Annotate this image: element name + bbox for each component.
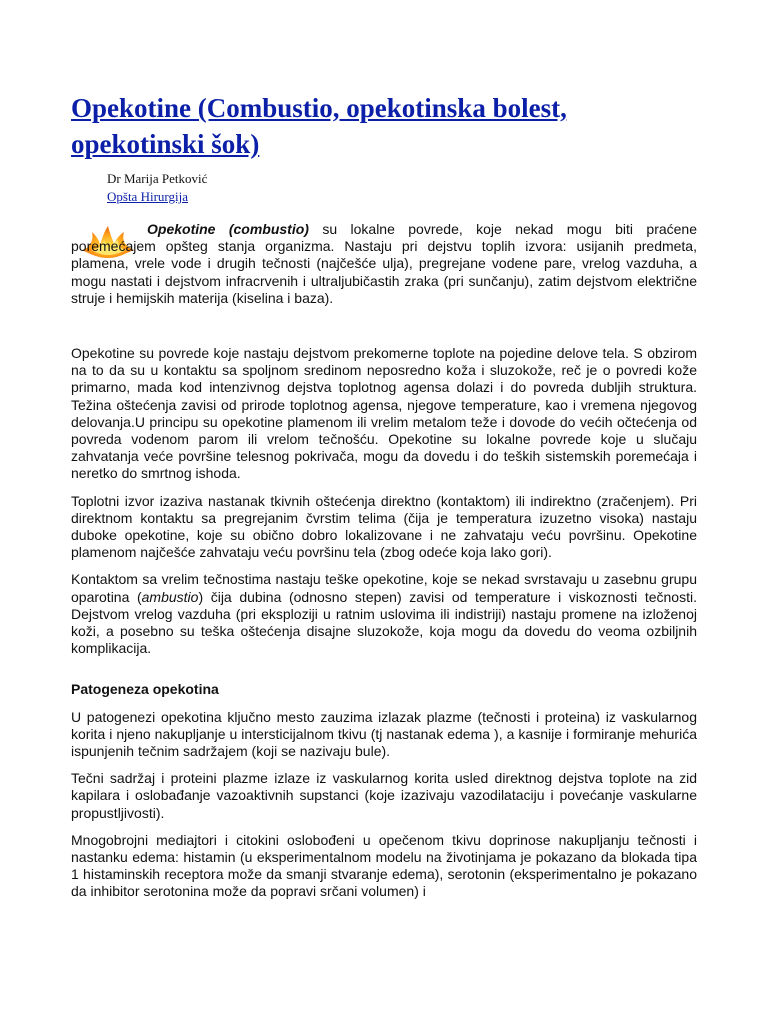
intro-text: su lokalne povrede, koje nekad mogu biti praćene poremećajem opšteg stanja organizma. Nastaju pri dejstvu toplih izvora: usijanih predmeta, plamena, vrele vode i drugih tečnosti (najčešće ulja), pregrejane vodene pare, vrelog vazduha, a mogu nastati i dejstvom infracrvenih i ultraljubičastih zraka (pri sunčanju), zatim dejstvom električne struje i hemijskih materija (kiselina i baza). xyxy=(71,221,697,306)
author-block xyxy=(107,170,207,206)
paragraph-part: ) čija dubina (odnosno stepen) zavisi od temperature i viskoznosti tečnosti. Dejstvom vrelog vazduha (pri eksploziji u ratnim uslovima ili indistriji) nastaju promene na izloženoj koži, a posebno su teška oštećenja disajne sluzokože, koja mogu da dovedu do veoma ozbiljnih komplikacija. xyxy=(71,588,697,657)
author-name: Dr Marija Petković xyxy=(107,171,208,186)
paragraph-part: Kontaktom sa vrelim tečnostima nastaju teške opekotine, koje se nekad svrstavaju u zasebnu grupu oparotina ( xyxy=(71,571,697,605)
paragraph xyxy=(71,571,697,657)
paragraph: Tečni sadržaj i proteini plazme izlaze iz vaskularnog korita usled direktnog dejstva toplote na zid kapilara i oslobađanje vazoaktivnih supstanci (koje izazivaju vazodilataciju i povećanje vaskularne propustljivosti). xyxy=(71,770,697,821)
paragraph: Toplotni izvor izaziva nastanak tkivnih oštećenja direktno (kontaktom) ili indirektno (zračenjem). Pri direktnom kontaktu sa pregrejanim čvrstim telima (čija je temperatura izuzetno visoka) nastaju duboke opekotine, koje su obično dobro lokalizovane i ne zahvataju veću površinu. Opekotine plamenom najčešće zahvataju veću površinu tela (zbog odeće koja lako gori). xyxy=(71,492,697,561)
intro-term: Opekotine (combustio) xyxy=(147,221,309,237)
intro-section xyxy=(71,221,697,317)
paragraph: U patogenezi opekotina ključno mesto zauzima izlazak plazme (tečnosti i proteina) iz vaskularnog korita i njeno nakupljanje u intersticijalnom tkivu (tj nastanak edema ), a kasnije i formiranje mehurića ispunjenih tečnim sadržajem (koji se nazivaju bule). xyxy=(71,708,697,760)
section-heading: Patogeneza opekotina xyxy=(71,681,219,698)
intro-paragraph xyxy=(71,221,697,307)
paragraph-emphasis: ambustio xyxy=(141,588,199,605)
paragraph: Mnogobrojni mediajtori i citokini oslobođeni u opečenom tkivu doprinose nakupljanju tečnosti i nastanku edema: histamin (u eksperimentalnom modelu na životinjama je pokazano da blokada tipa 1 histaminskih receptora može da smanji stvaranje edema), serotonin (eksperimentalno je pokazano da inhibitor serotonina može da popravi srčani volumen) i xyxy=(71,831,697,900)
paragraph: Opekotine su povrede koje nastaju dejstvom prekomerne toplote na pojedine delove tela. S obzirom na to da su u kontaktu sa spoljnom sredinom neposredno koža i sluzokože, reč je o povredi kože primarno, mada kod intenzivnog dejstva toplotnog agensa dolazi i do povreda dubljih struktura. Težina oštećenja zavisi od prirode toplotnog agensa, njegove temperature, kao i vremena njegovog delovanja.U principu su opekotine plamenom ili vrelim metalom teže i dovode do većih očtećenja od povreda vodenom parom ili vrelom tečnošću. Opekotine su lokalne povrede koje u slučaju zahvatanja veće površine telesnog pokrivača, mogu da dovedu i do teških sistemskih poremećaja i neretko do smrtnog ishoda. xyxy=(71,345,697,482)
article-body xyxy=(71,345,697,911)
page-title[interactable]: Opekotine (Combustio, opekotinska bolest, opekotinski šok) xyxy=(71,93,567,159)
category-link[interactable]: Opšta Hirurgija xyxy=(107,189,188,204)
